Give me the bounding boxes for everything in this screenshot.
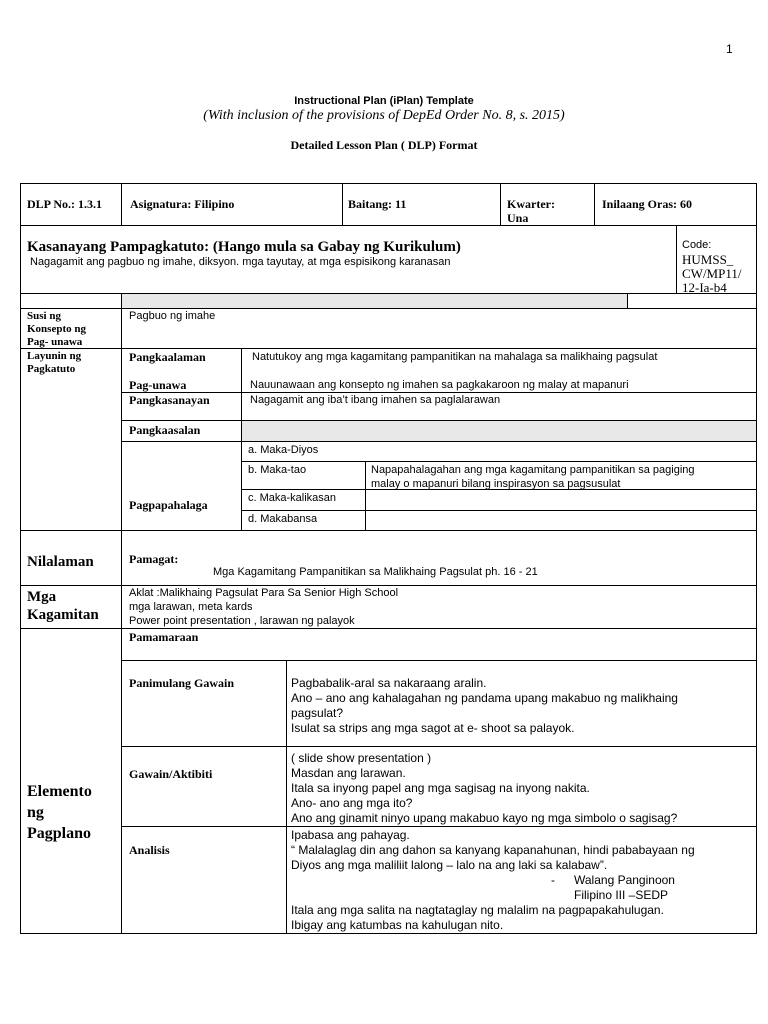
gawain-line-2: Masdan ang larawan. bbox=[291, 766, 406, 780]
maka-tao-text-2: malay o mapanuri bilang inspirasyon sa pagsusulat bbox=[371, 478, 621, 490]
elemento-label-2: ng bbox=[27, 804, 44, 821]
panimula-line-4: Isulat sa strips ang mga sagot at e- shoot sa palayok. bbox=[291, 721, 575, 735]
panimula-label: Panimulang Gawain bbox=[129, 676, 235, 690]
value-makabansa: d. Makabansa bbox=[248, 513, 318, 525]
value-maka-kalikasan: c. Maka-kalikasan bbox=[248, 492, 337, 504]
value-maka-tao: b. Maka-tao bbox=[248, 464, 307, 476]
panimula-line-1: Pagbabalik-aral sa nakaraang aralin. bbox=[291, 676, 487, 690]
gawain-line-1: ( slide show presentation ) bbox=[291, 751, 432, 765]
gawain-line-5: Ano ang ginamit ninyo upang makabuo kayo ng mga simbolo o sagisag? bbox=[291, 811, 678, 825]
pangkaasalan-shade bbox=[241, 421, 757, 441]
kagamitan-item-1: Aklat :Malikhaing Pagsulat Para Sa Senior High School bbox=[129, 587, 399, 599]
analisis-label: Analisis bbox=[129, 843, 170, 857]
analisis-line-1: Ipabasa ang pahayag. bbox=[291, 828, 410, 842]
pag-unawa-label: Pag-unawa bbox=[129, 378, 187, 392]
value-maka-diyos: a. Maka-Diyos bbox=[248, 444, 319, 456]
code-line-2: CW/MP11/ bbox=[682, 266, 742, 281]
susi-label-3: Pag- unawa bbox=[27, 336, 83, 348]
pamagat-text: Mga Kagamitang Pampanitikan sa Malikhaing Pagsulat ph. 16 - 21 bbox=[213, 566, 538, 578]
baitang: Baitang: 11 bbox=[348, 197, 407, 211]
inilaang-oras: Inilaang Oras: 60 bbox=[602, 197, 693, 211]
template-subtitle: (With inclusion of the provisions of DepEd Order No. 8, s. 2015) bbox=[203, 108, 565, 123]
gawain-label: Gawain/Aktibiti bbox=[129, 767, 213, 781]
quote-source: Filipino III –SEDP bbox=[574, 888, 669, 902]
code-line-1: HUMSS_ bbox=[682, 252, 734, 267]
pangkasanayan-text: Nagagamit ang iba’t ibang imahen sa paglalarawan bbox=[250, 394, 501, 406]
layunin-label-2: Pagkatuto bbox=[27, 363, 76, 375]
panimula-line-2: Ano – ano ang kahalagahan ng pandama upang makabuo ng malikhaing bbox=[291, 691, 678, 705]
author-dash: - bbox=[551, 873, 555, 887]
panimula-line-3: pagsulat? bbox=[291, 706, 344, 720]
layunin-label-1: Layunin ng bbox=[27, 350, 82, 362]
code-label: Code: bbox=[682, 239, 712, 251]
susi-label-1: Susi ng bbox=[27, 310, 61, 322]
dlp-format-title: Detailed Lesson Plan ( DLP) Format bbox=[290, 138, 478, 152]
pangkasanayan-label: Pangkasanayan bbox=[129, 393, 210, 407]
nilalaman-label: Nilalaman bbox=[27, 554, 94, 570]
elemento-label-3: Pagplano bbox=[27, 825, 92, 842]
pangkaalaman-label: Pangkaalaman bbox=[129, 350, 206, 364]
pangkaasalan-label: Pangkaasalan bbox=[129, 423, 201, 437]
kasanayan-title: Kasanayang Pampagkatuto: (Hango mula sa Gabay ng Kurikulum) bbox=[27, 239, 461, 255]
susi-value: Pagbuo ng imahe bbox=[129, 310, 216, 322]
kagamitan-item-2: mga larawan, meta kards bbox=[129, 601, 253, 613]
kagamitan-label-2: Kagamitan bbox=[27, 607, 99, 623]
kagamitan-item-3: Power point presentation , larawan ng palayok bbox=[129, 615, 355, 627]
maka-tao-text-1: Napapahalagahan ang mga kagamitang pampanitikan sa pagiging bbox=[371, 464, 695, 476]
susi-label-2: Konsepto ng bbox=[27, 323, 86, 335]
gawain-line-3: Itala sa inyong papel ang mga sagisag na inyong nakita. bbox=[291, 781, 590, 795]
elemento-label-1: Elemento bbox=[27, 783, 92, 800]
pamamaraan-label: Pamamaraan bbox=[129, 630, 199, 644]
page-number: 1 bbox=[726, 42, 733, 56]
code-line-3: 12-Ia-b4 bbox=[682, 280, 727, 295]
quote-author: Walang Panginoon bbox=[574, 873, 675, 887]
analisis-line-3: Diyos ang mga maliliit lalong – lalo na ang laki sa kalabaw”. bbox=[291, 858, 608, 872]
kasanayan-text: Nagagamit ang pagbuo ng imahe, diksyon. mga tayutay, at mga espisikong karanasan bbox=[30, 256, 451, 268]
analisis-line-5: Ibigay ang katumbas na kahulugan nito. bbox=[291, 918, 504, 932]
dlp-number: DLP No.: 1.3.1 bbox=[27, 197, 102, 211]
pag-unawa-text: Nauunawaan ang konsepto ng imahen sa pagkakaroon ng malay at mapanuri bbox=[250, 379, 629, 391]
pamagat-label: Pamagat: bbox=[129, 552, 179, 566]
pangkaalaman-text: Natutukoy ang mga kagamitang pampanitikan na mahalaga sa malikhaing pagsulat bbox=[252, 351, 658, 363]
kwarter-value: Una bbox=[507, 211, 529, 225]
template-title: Instructional Plan (iPlan) Template bbox=[294, 95, 474, 107]
analisis-line-4: Itala ang mga salita na nagtataglay ng malalim na pagpapakahulugan. bbox=[291, 903, 664, 917]
kagamitan-label-1: Mga bbox=[27, 589, 57, 605]
empty-row-shade bbox=[121, 293, 628, 308]
pagpapahalaga-label: Pagpapahalaga bbox=[129, 498, 208, 512]
kwarter-label: Kwarter: bbox=[507, 197, 555, 211]
gawain-line-4: Ano- ano ang mga ito? bbox=[291, 796, 413, 810]
asignatura: Asignatura: Filipino bbox=[130, 197, 235, 211]
analisis-line-2: “ Malalaglag din ang dahon sa kanyang kapanahunan, hindi pababayaan ng bbox=[291, 843, 695, 857]
